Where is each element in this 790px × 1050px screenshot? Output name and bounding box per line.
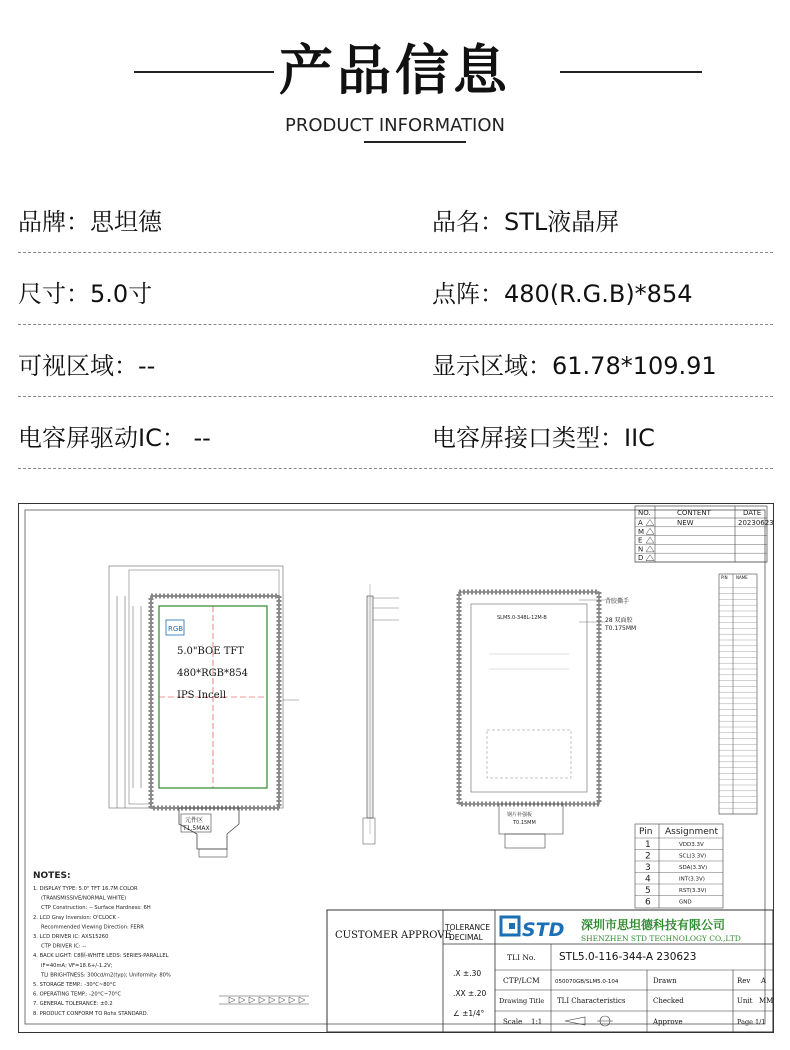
lcd-side-view: [363, 584, 399, 844]
ctp-lcm-label: CTP/LCM: [503, 976, 540, 985]
spec-ctp-driver-ic: 电容屏驱动IC： --: [18, 424, 211, 452]
technical-drawing: [18, 503, 774, 1033]
subtitle-underline: [364, 141, 466, 143]
lcd-label-line2: 480*RGB*854: [177, 668, 249, 679]
led-icon: [259, 997, 265, 1003]
checked-label: Checked: [653, 997, 684, 1005]
drawing-title-label: Drawing Title: [499, 997, 545, 1005]
back-part-no: SLM5.0-348L-12M-B: [497, 615, 547, 621]
rev-row-no: M: [638, 527, 645, 536]
ctp-pin-assignment: VDD3.3V: [679, 842, 704, 848]
lcd-label-line3: IPS Incell: [177, 690, 227, 701]
rev-row-date: 20230623: [738, 519, 773, 527]
ctp-pin-assignment: SCL(3.3V): [679, 853, 707, 860]
note-line: Recommended Viewing Direction: FERR: [41, 924, 144, 931]
ctp-pin-assignment: GND: [679, 899, 692, 906]
company-name-en: SHENZHEN STD TECHNOLOGY CO.,LTD: [581, 934, 741, 943]
rev-value: A: [761, 977, 767, 985]
pin-list-hdr-pin: PIN: [721, 575, 728, 580]
company-name-cn: 深圳市思坦德科技有限公司: [581, 918, 726, 932]
spec-row-2: [18, 252, 773, 325]
revision-triangle-icon: [646, 528, 654, 534]
ctp-pin-number: 2: [645, 851, 651, 862]
led-icon: [239, 997, 245, 1003]
ctp-pin-number: 4: [645, 874, 651, 885]
tolerance-label: TOLERANCE: [445, 923, 491, 932]
drawing-svg: [19, 504, 773, 1032]
page-label: Page 1/1: [737, 1018, 766, 1026]
spec-row-4: [18, 396, 773, 469]
rev-hdr-content: CONTENT: [677, 509, 711, 517]
page-title: 产品信息: [279, 39, 511, 102]
unit-label: Unit: [737, 997, 753, 1005]
tol-xx: .XX ±.20: [453, 989, 487, 998]
led-icon: [269, 997, 275, 1003]
revision-triangle-icon: [646, 537, 654, 543]
led-icon: [229, 997, 235, 1003]
page-header: [0, 0, 790, 170]
rev-row-no: A: [638, 519, 643, 527]
note-line: 2. LCD Gray Inversion: O'CLOCK -: [33, 914, 120, 921]
drawing-title-value: TLI Characteristics: [557, 997, 626, 1005]
lcd-back-view: [459, 592, 636, 848]
ctp-pin-number: 3: [645, 863, 651, 873]
spec-size: 尺寸：5.0寸: [18, 280, 153, 308]
decimal-label: DECIMAL: [449, 933, 483, 942]
rgb-label: RGB: [168, 625, 184, 633]
note-line: 3. LCD DRIVER IC: AXS15260: [33, 934, 109, 940]
note-line: (TRANSMISSIVE/NORMAL WHITE): [41, 895, 127, 902]
ctp-pin-assignment: SDA(3.3V): [679, 865, 708, 871]
scale-label: Scale: [503, 1018, 523, 1026]
back-label-1: 背胶撕手: [605, 598, 630, 605]
led-icon: [249, 997, 255, 1003]
note-line: 5. STORAGE TEMP.: -30°C~80°C: [33, 982, 117, 988]
revision-triangle-icon: [646, 555, 654, 561]
ctp-pin-number: 5: [645, 886, 651, 896]
note-line: 1. DISPLAY TYPE: 5.0" TFT 16.7M COLOR: [33, 886, 138, 892]
lcd-label-line1: 5.0"BOE TFT: [177, 646, 244, 657]
lcd-front-view: [109, 566, 299, 857]
rev-row-no: D: [638, 554, 644, 563]
ctp-pin-assignment: INT(3.3V): [679, 876, 705, 883]
notes-block: [33, 871, 171, 1017]
approve-label: Approve: [653, 1018, 683, 1026]
ctp-pin-assignment: RST(3.3V): [679, 888, 707, 894]
ctp-lcm-value: 050070GB/SLM5.0-104: [555, 979, 619, 985]
fpc-note-2: T1.5MAX: [183, 825, 210, 832]
led-icon: [299, 997, 305, 1003]
note-line: CTP Construction: -- Surface Hardness: 6H: [41, 905, 151, 912]
revision-triangle-icon: [646, 546, 654, 552]
spec-ctp-interface: 电容屏接口类型：IIC: [432, 424, 655, 452]
unit-value: MM: [759, 997, 773, 1005]
notes-title: NOTES:: [33, 871, 71, 881]
title-block: [327, 910, 773, 1032]
note-line: IF=40mA; VF=18.6+/-1.2V;: [41, 962, 113, 969]
note-line: 8. PRODUCT CONFORM TO Rohs STANDARD.: [33, 1010, 149, 1017]
back-label-2: 28 双面胶: [605, 617, 633, 624]
ctp-pin-hdr-assign: Assignment: [665, 827, 718, 837]
revision-table: [635, 506, 773, 562]
led-strip: [219, 996, 309, 1004]
led-icon: [289, 997, 295, 1003]
back-label-4: 钢片补强板: [507, 812, 533, 818]
spec-resolution: 点阵：480(R.G.B)*854: [432, 280, 693, 308]
note-line: 4. BACK LIGHT: C8颗-WHITE LEDS: SERIES-PARALLEL: [33, 953, 169, 960]
fpc-note: 元件区: [185, 817, 204, 824]
note-line: CTP DRIVER IC: --: [41, 943, 87, 950]
rev-row-content: NEW: [677, 519, 694, 527]
spec-row-1: [18, 180, 773, 253]
ctp-pin-hdr-pin: Pin: [639, 827, 653, 837]
rev-label: Rev: [737, 977, 751, 985]
note-line: 6. OPERATING TEMP.: -20°C~70°C: [33, 991, 122, 998]
tli-no-label: TLI No.: [507, 953, 536, 962]
tli-no-value: STL5.0-116-344-A 230623: [559, 951, 697, 963]
customer-approve: CUSTOMER APPROVE: [335, 930, 452, 941]
back-label-5: T0.15MM: [513, 820, 536, 826]
ctp-pin-number: 6: [645, 897, 651, 908]
spec-active-area: 显示区域：61.78*109.91: [432, 352, 717, 380]
scale-value: 1:1: [531, 1018, 543, 1026]
spec-brand: 品牌：思坦德: [18, 208, 162, 236]
tol-angle: ∠ ±1/4°: [453, 1009, 485, 1018]
rev-hdr-date: DATE: [743, 509, 762, 517]
note-line: TLI BRIGHTNESS: 300cd/m2(typ); Uniformity: 80%: [41, 972, 171, 979]
ctp-pin-table: [635, 824, 723, 908]
spec-viewing-area: 可视区域：--: [18, 352, 156, 380]
drawn-label: Drawn: [653, 977, 677, 985]
company-logo: STD: [522, 919, 565, 941]
rev-row-no: N: [638, 545, 644, 554]
tol-x: .X ±.30: [453, 969, 482, 978]
spec-row-3: [18, 324, 773, 397]
back-label-3: T0.175MM: [605, 625, 637, 632]
rev-hdr-no: NO.: [638, 509, 651, 517]
note-line: 7. GENERAL TOLERANCE: ±0.2: [33, 1001, 113, 1008]
page-subtitle: PRODUCT INFORMATION: [284, 115, 506, 136]
revision-triangle-icon: [646, 520, 654, 526]
rev-row-no: E: [638, 536, 643, 545]
ctp-pin-number: 1: [645, 840, 651, 850]
led-icon: [279, 997, 285, 1003]
pin-list: [719, 574, 757, 814]
spec-product-name: 品名：STL液晶屏: [432, 208, 620, 236]
pin-list-hdr-name: NAME: [736, 575, 748, 580]
